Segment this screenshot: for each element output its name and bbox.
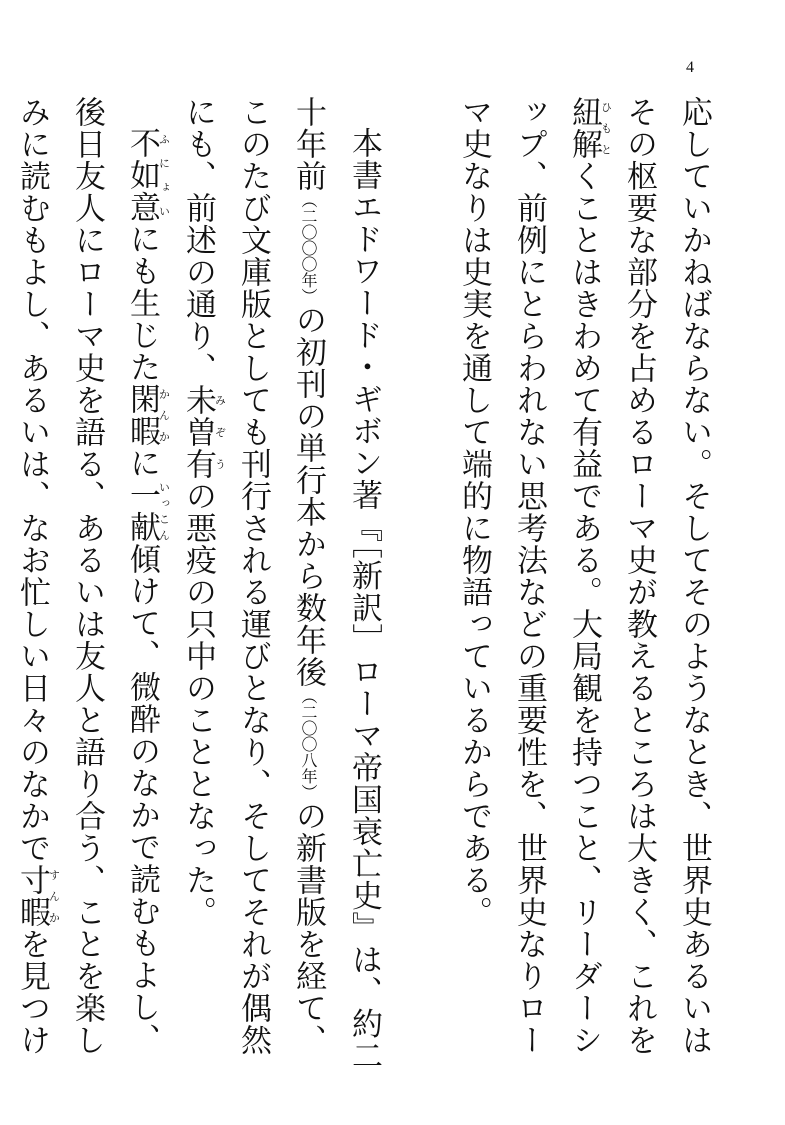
ruby-reading: ふにょい (157, 127, 171, 223)
paragraph-gap (391, 96, 446, 1086)
ruby-reading: みぞう (213, 384, 227, 480)
ruby-word: 寸暇すんか (14, 864, 61, 928)
ruby-word: 不如意ふにょい (124, 127, 171, 223)
text-run: 傾けて、微酔のなかで読むもよし、後日友人にローマ史を語る、あるいは友人と語り合う、ことを楽しみに読むもよし、あるいは、なお忙しい日々のなかで (14, 96, 160, 1056)
ruby-reading: すんか (47, 864, 61, 928)
inline-note: （二〇〇〇年） (299, 192, 318, 304)
ruby-word: 紐解ひもと (566, 96, 613, 160)
paragraph (0, 96, 170, 1086)
ruby-word: 一献いっこん (124, 479, 171, 543)
ruby-reading: かんか (157, 383, 171, 447)
text-run: に (124, 447, 160, 479)
paragraph (170, 96, 391, 1086)
ruby-reading: いっこん (157, 479, 171, 543)
text-run: を占めるローマ史が教えるところは大きく、これを (621, 320, 657, 1056)
text-run: を見つけ (14, 928, 50, 1056)
text-run: くことはきわめて有益である。大局観を持つこと、リーダーシップ、前例にとらわれない思考法などの重要性 (511, 96, 602, 1056)
paragraph-continued (446, 96, 721, 1086)
ruby-word: 未曽有みぞう (180, 384, 227, 480)
vertical-text-body (14, 96, 721, 1086)
ruby-reading: ひもと (599, 96, 613, 160)
text-run: にも生じた (124, 223, 160, 383)
text-run: を、世界史なりローマ史なりは史実を通して端的に物語っているからである。 (456, 96, 547, 1056)
text-run: の初刊の単行本から数年後 (290, 304, 326, 688)
page-number: 4 (686, 59, 694, 76)
text-run: 本書エドワード・ギボン著『［新訳］ローマ帝国衰亡史』は、約二十年前 (290, 96, 382, 1072)
text-run: 応していかねばならない。そしてそのようなとき、世界史あるいはその枢要な部分 (621, 96, 712, 1056)
text-run: の悪疫の只中のこととなった。 (180, 480, 216, 928)
text-run: の新書版を経て、このたび文庫版としても刊行される運びとなり、そしてそれが偶然にも、前述の通り、 (180, 96, 326, 1056)
inline-note: （二〇〇八年） (299, 688, 318, 800)
ruby-word: 閑暇かんか (124, 383, 171, 447)
